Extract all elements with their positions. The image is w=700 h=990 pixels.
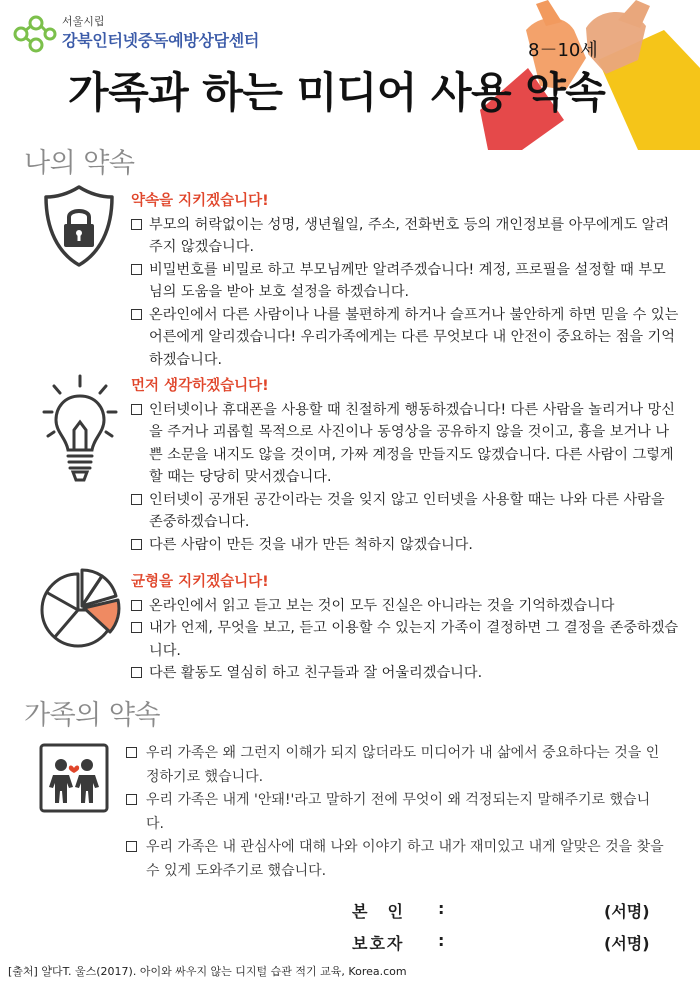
guardian-label: 보호자 bbox=[352, 934, 405, 953]
checkbox[interactable] bbox=[131, 539, 142, 550]
checkbox[interactable] bbox=[131, 309, 142, 320]
checklist-item[interactable]: 다른 사람이 만든 것을 내가 만든 척하지 않겠습니다. bbox=[131, 534, 679, 557]
center-logo-mark bbox=[12, 14, 58, 54]
checklist-item[interactable]: 온라인에서 읽고 듣고 보는 것이 모두 진실은 아니라는 것을 기억하겠습니다 bbox=[131, 595, 679, 618]
page-title: 가족과 하는 미디어 사용 약속 bbox=[68, 68, 606, 117]
checkbox[interactable] bbox=[131, 600, 142, 611]
shield-lock-icon bbox=[42, 183, 116, 269]
checkbox[interactable] bbox=[131, 404, 142, 415]
checklist-item[interactable]: 우리 가족은 내 관심사에 대해 나와 이야기 하고 내가 재미있고 내게 알맞은 것을 찾을 수 있게 도와주기로 했습니다. bbox=[126, 836, 666, 883]
promise-block-keep bbox=[131, 190, 679, 371]
self-colon: : bbox=[438, 899, 445, 918]
checkbox[interactable] bbox=[131, 264, 142, 275]
checklist-item[interactable]: 비밀번호를 비밀로 하고 부모님께만 알려주겠습니다! 계정, 프로필을 설정할 때 부모님의 도움을 받아 보호 설정을 하겠습니다. bbox=[131, 259, 679, 304]
promise-block-balance bbox=[131, 571, 679, 685]
family-promise-title: 가족의 약속 bbox=[24, 700, 160, 731]
family-promise-list bbox=[126, 742, 666, 883]
my-promise-title: 나의 약속 bbox=[24, 148, 135, 179]
checkbox[interactable] bbox=[131, 667, 142, 678]
checklist-item[interactable]: 온라인에서 다른 사람이나 나를 불편하게 하거나 슬프거나 불안하게 하면 믿을 수 있는 어른에게 알리겠습니다! 우리가족에게는 다른 무엇보다 내 안전이 중요하는 점을 기억하겠습니다. bbox=[131, 304, 679, 372]
lightbulb-icon bbox=[40, 372, 120, 490]
self-sign-field[interactable]: (서명) bbox=[604, 902, 650, 921]
org-top-label: 서울시립 bbox=[62, 15, 105, 28]
org-name: 강북인터넷중독예방상담센터 bbox=[62, 31, 260, 50]
guardian-colon: : bbox=[438, 931, 445, 950]
source-citation: [출처] 얄다T. 울스(2017). 아이와 싸우지 않는 디지털 습관 적기 교육, Korea.com bbox=[8, 965, 407, 978]
age-badge: 8－10세 bbox=[528, 40, 598, 61]
checkbox[interactable] bbox=[126, 794, 137, 805]
block-heading: 먼저 생각하겠습니다! bbox=[131, 378, 269, 394]
self-label: 본 인 bbox=[352, 902, 405, 921]
checklist-item[interactable]: 내가 언제, 무엇을 보고, 듣고 이용할 수 있는지 가족이 결정하면 그 결정을 존중하겠습니다. bbox=[131, 617, 679, 662]
block-heading: 균형을 지키겠습니다! bbox=[131, 574, 269, 590]
checkbox[interactable] bbox=[131, 622, 142, 633]
block-heading: 약속을 지키겠습니다! bbox=[131, 193, 269, 209]
guardian-sign-field[interactable]: (서명) bbox=[604, 934, 650, 953]
checklist-item[interactable]: 부모의 허락없이는 성명, 생년월일, 주소, 전화번호 등의 개인정보를 아무에게도 알려주지 않겠습니다. bbox=[131, 214, 679, 259]
family-icon bbox=[39, 743, 109, 813]
checkbox[interactable] bbox=[126, 747, 137, 758]
checklist-item[interactable]: 인터넷이나 휴대폰을 사용할 때 친절하게 행동하겠습니다! 다른 사람을 놀리거나 망신을 주거나 괴롭힐 목적으로 사진이나 동영상을 공유하지 않을 것이고, 흉을 보거나 나쁜 소문을 내지도 않을 것이며, 가짜 계정을 만들지도 않겠습니다. 다른 사람이 그렇게 할 때는 당당히 맞서겠습니다. bbox=[131, 399, 679, 489]
promise-block-think bbox=[131, 375, 679, 556]
checklist-item[interactable]: 우리 가족은 왜 그런지 이해가 되지 않더라도 미디어가 내 삶에서 중요하다는 것을 인정하기로 했습니다. bbox=[126, 742, 666, 789]
checkbox[interactable] bbox=[126, 841, 137, 852]
checklist-item[interactable]: 우리 가족은 내게 '안돼!'라고 말하기 전에 무엇이 왜 걱정되는지 말해주기로 했습니다. bbox=[126, 789, 666, 836]
checkbox[interactable] bbox=[131, 494, 142, 505]
checklist-item[interactable]: 다른 활동도 열심히 하고 친구들과 잘 어울리겠습니다. bbox=[131, 662, 679, 685]
checklist-item[interactable]: 인터넷이 공개된 공간이라는 것을 잊지 않고 인터넷을 사용할 때는 나와 다른 사람을 존중하겠습니다. bbox=[131, 489, 679, 534]
checkbox[interactable] bbox=[131, 219, 142, 230]
pie-chart-icon bbox=[38, 566, 122, 650]
